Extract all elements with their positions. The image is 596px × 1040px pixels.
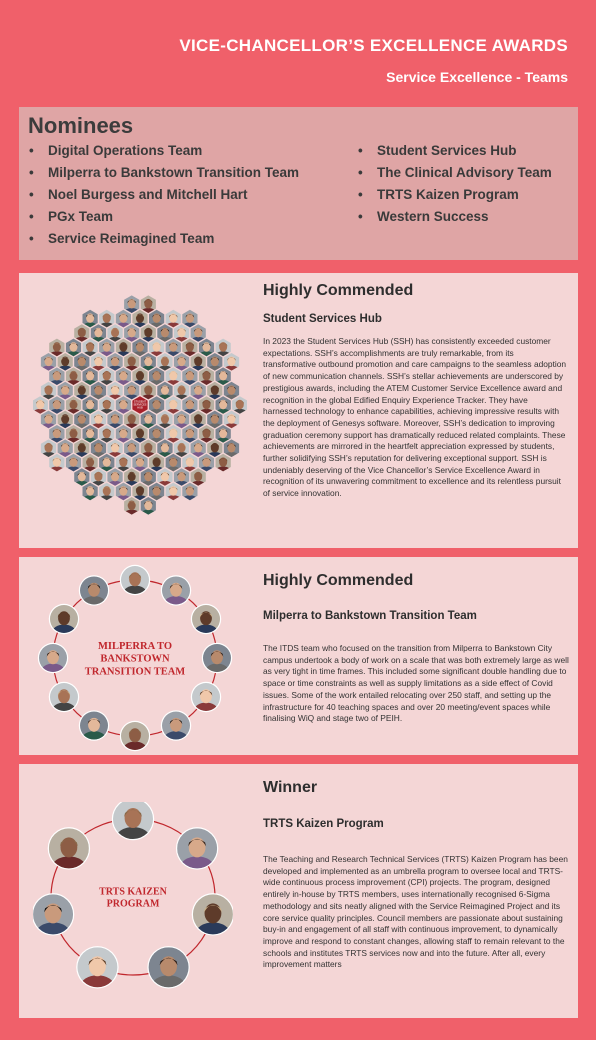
list-item: • PGx Team [29,209,114,224]
list-item: • Noel Burgess and Mitchell Hart [29,187,248,202]
award-card-ssh [19,273,578,548]
award-card-trts [19,764,578,1018]
svg-text:STUDENTSERVICESHUB: STUDENT SERVICES HUB [133,400,147,410]
person-photo [33,894,73,944]
list-item: • TRTS Kaizen Program [358,187,519,202]
person-photo [50,605,78,640]
team-photo-ring [35,563,235,753]
award-team-name: TRTS Kaizen Program [263,818,384,830]
nominees-heading: Nominees [28,113,134,138]
bullet-icon: • [358,187,363,202]
list-item: • The Clinical Advisory Team [358,165,552,180]
bullet-icon: • [358,165,363,180]
bullet-icon: • [29,209,34,224]
list-item: • Digital Operations Team [29,143,203,158]
award-description: In 2023 the Student Services Hub (SSH) has consistently exceeded customer expectations. SSH’s accomplishments are truly remarkable, from its transformative outbound promotion and care campaigns to the seamless adoption of new communication channels. SSH’s stellar achievements are underscored by prestigious awards, including the ATEM Customer Service Excellence award and recognition in the global Edified Enquiry Experience Tracker. They have harnessed technology to enhance capabilities, achieving impressive results with the deployment of Genesys software. Moreover, SSH’s dedication to improving graduation ceremony support has dramatically reduced related complaints. These achievements are mirrored in the heartfelt appreciation expressed by students, further solidifying SSH’s reputation for delivering exceptional support. SSH is undeniably deserving of the Vice Chancellor’s Service Excellence Award in recognition of its unwavering commitment to excellence and its relentless pursuit of service innovation. [263,336,567,499]
person-photo [192,605,220,640]
page-subtitle: Service Excellence - Teams [386,69,568,85]
nominees-list-right [358,142,552,230]
person-photo [97,482,116,506]
award-team-name: Milperra to Bankstown Transition Team [263,610,477,622]
nominees-panel [19,107,578,260]
person-photo [164,482,183,506]
page-title: VICE-CHANCELLOR’S EXCELLENCE AWARDS [179,36,568,55]
award-level: Highly Commended [263,572,414,589]
bullet-icon: • [358,209,363,224]
person-photo [121,566,149,601]
person-photo [50,683,78,718]
award-description: The Teaching and Research Technical Services (TRTS) Kaizen Program has been developed and implemented as an umbrella program to oversee local and TRTS-wide continuous process improvement (CPI) projects. The program, designed entirely in-house by TRTS members, uses internationally recognised 6-Sigma methodology and sits neatly aligned with the Service Reimagined Project and its core service quality principles. Council members are passionate about sustaining buy-in and engagement of all staff with continuous improvement, to dynamically improve and respond to constant changes, allowing staff to remain relevant to the schools and institutes TRTS services now and into the future. After all, every improvement matters [263,854,568,970]
person-photo [203,644,231,679]
team-photo-collage [33,295,247,515]
person-photo [149,947,189,992]
list-item: • Service Reimagined Team [29,231,215,246]
person-photo [121,722,149,753]
person-photo [192,683,220,718]
person-photo [49,828,89,878]
list-item: • Milperra to Bankstown Transition Team [29,165,300,180]
person-photo [214,453,233,477]
list-item: • Student Services Hub [358,143,517,158]
list-item: • Western Success [358,209,489,224]
person-photo [39,644,67,679]
person-photo [80,576,108,611]
bullet-icon: • [358,143,363,158]
person-photo [180,482,199,506]
award-description: The ITDS team who focused on the transition from Milperra to Bankstown City campus undertook a body of work on a scale that was both extremely large as well as very tight in time frames. This included some significant double handling due to space or time constraints as well as supply limitations as a side effect of Covid issues. Some of the work entailed relocating over 250 staff, and setting up the infrastructure for 40 teaching spaces and over 20 meeting/event spaces while finalising WiQ and stage two of PEIH. [263,643,569,724]
award-card-milperra [19,557,578,755]
ring-team-label: MILPERRA TO BANKSTOWN TRANSITION TEAM [84,641,186,678]
ssh-logo-icon [132,396,147,414]
award-level: Winner [263,779,318,796]
bullet-icon: • [29,187,34,202]
person-photo [162,712,190,747]
nominees-list-left [29,142,299,252]
person-photo [80,712,108,747]
bullet-icon: • [29,231,34,246]
ring-team-label: TRTS KAIZEN PROGRAM [99,886,167,910]
person-photo [193,894,233,944]
bullet-icon: • [29,143,34,158]
team-photo-ring [33,802,233,992]
person-photo [177,828,217,878]
person-photo [162,576,190,611]
person-photo [77,947,117,992]
bullet-icon: • [29,165,34,180]
person-photo [113,802,153,849]
award-team-name: Student Services Hub [263,313,382,325]
award-level: Highly Commended [263,282,414,299]
person-photo [81,482,100,506]
person-photo [47,453,66,477]
